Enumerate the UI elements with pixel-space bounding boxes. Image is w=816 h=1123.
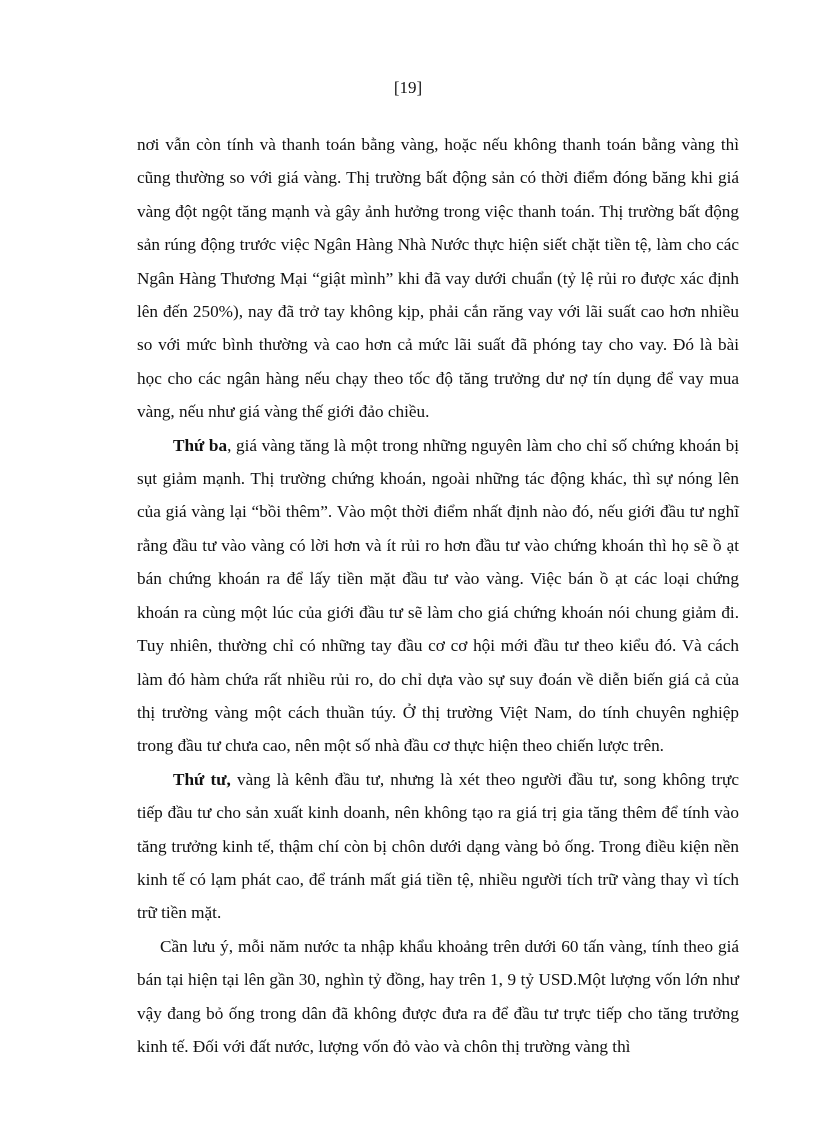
body-text bbox=[137, 128, 739, 1063]
paragraph-lead-bold: Thứ tư, bbox=[173, 769, 231, 789]
paragraph-text: nơi vẫn còn tính và thanh toán bằng vàng, hoặc nếu không thanh toán bằng vàng thì cũng thường so với giá vàng. Thị trường bất động sản có thời điểm đóng băng khi giá vàng đột ngột tăng mạnh và gây ảnh hưởng trong việc thanh toán. Thị trường bất động sản rúng động trước việc Ngân Hàng Nhà Nước thực hiện siết chặt tiền tệ, làm cho các Ngân Hàng Thương Mại “giật mình” khi đã vay dưới chuẩn (tỷ lệ rủi ro được xác định lên đến 250%), nay đã trở tay không kịp, phải cắn răng vay với lãi suất cao hơn nhiều so với mức bình thường và cao hơn cả mức lãi suất đã phóng tay cho vay. Đó là bài học cho các ngân hàng nếu chạy theo tốc độ tăng trưởng dư nợ tín dụng để vay mua vàng, nếu như giá vàng thế giới đảo chiều. bbox=[137, 135, 739, 422]
paragraph-text: , giá vàng tăng là một trong những nguyên làm cho chỉ số chứng khoán bị sụt giảm mạnh. Thị trường chứng khoán, ngoài những tác động khác, thì sự nóng lên của giá vàng lại “bồi thêm”. Vào một thời điểm nhất định nào đó, nếu giới đầu tư nghĩ rằng đầu tư vào vàng có lời hơn và ít rủi ro hơn đầu tư vào chứng khoán thì họ sẽ ồ ạt bán chứng khoán ra để lấy tiền mặt đầu tư vào vàng. Việc bán ồ ạt các loại chứng khoán ra cùng một lúc của giới đầu tư sẽ làm cho giá chứng khoán nói chung giảm đi. Tuy nhiên, thường chỉ có những tay đầu cơ cơ hội mới đầu tư theo kiểu đó. Và cách làm đó hàm chứa rất nhiều rủi ro, do chỉ dựa vào sự suy đoán về diễn biến giá cả của thị trường vàng một cách thuần túy. Ở thị trường Việt Nam, do tính chuyên nghiệp trong đầu tư chưa cao, nên một số nhà đầu cơ thực hiện theo chiến lược trên. bbox=[137, 435, 739, 756]
paragraph-lead-bold: Thứ ba bbox=[173, 435, 228, 455]
paragraph-text: vàng là kênh đầu tư, nhưng là xét theo người đầu tư, song không trực tiếp đầu tư cho sản xuất kinh doanh, nên không tạo ra giá trị gia tăng thêm để tính vào tăng trưởng kinh tế, thậm chí còn bị chôn dưới dạng vàng bỏ ống. Trong điều kiện nền kinh tế có lạm phát cao, để tránh mất giá tiền tệ, nhiều người tích trữ vàng thay vì tích trữ tiền mặt. bbox=[137, 769, 739, 923]
paragraph-thu-tu bbox=[137, 763, 739, 930]
paragraph-gold-real-estate bbox=[137, 128, 739, 429]
page-number: [19] bbox=[393, 78, 423, 97]
paragraph-thu-ba bbox=[137, 429, 739, 763]
paragraph-text: Cần lưu ý, mỗi năm nước ta nhập khẩu khoảng trên dưới 60 tấn vàng, tính theo giá bán tại hiện tại lên gần 30, nghìn tỷ đồng, hay trên 1, 9 tỷ USD.Một lượng vốn lớn như vậy đang bỏ ống trong dân đã không được đưa ra để đầu tư trực tiếp cho tăng trưởng kinh tế. Đối với đất nước, lượng vốn đỏ vào và chôn thị trường vàng thì bbox=[137, 936, 739, 1056]
paragraph-can-luu-y bbox=[137, 930, 739, 1064]
